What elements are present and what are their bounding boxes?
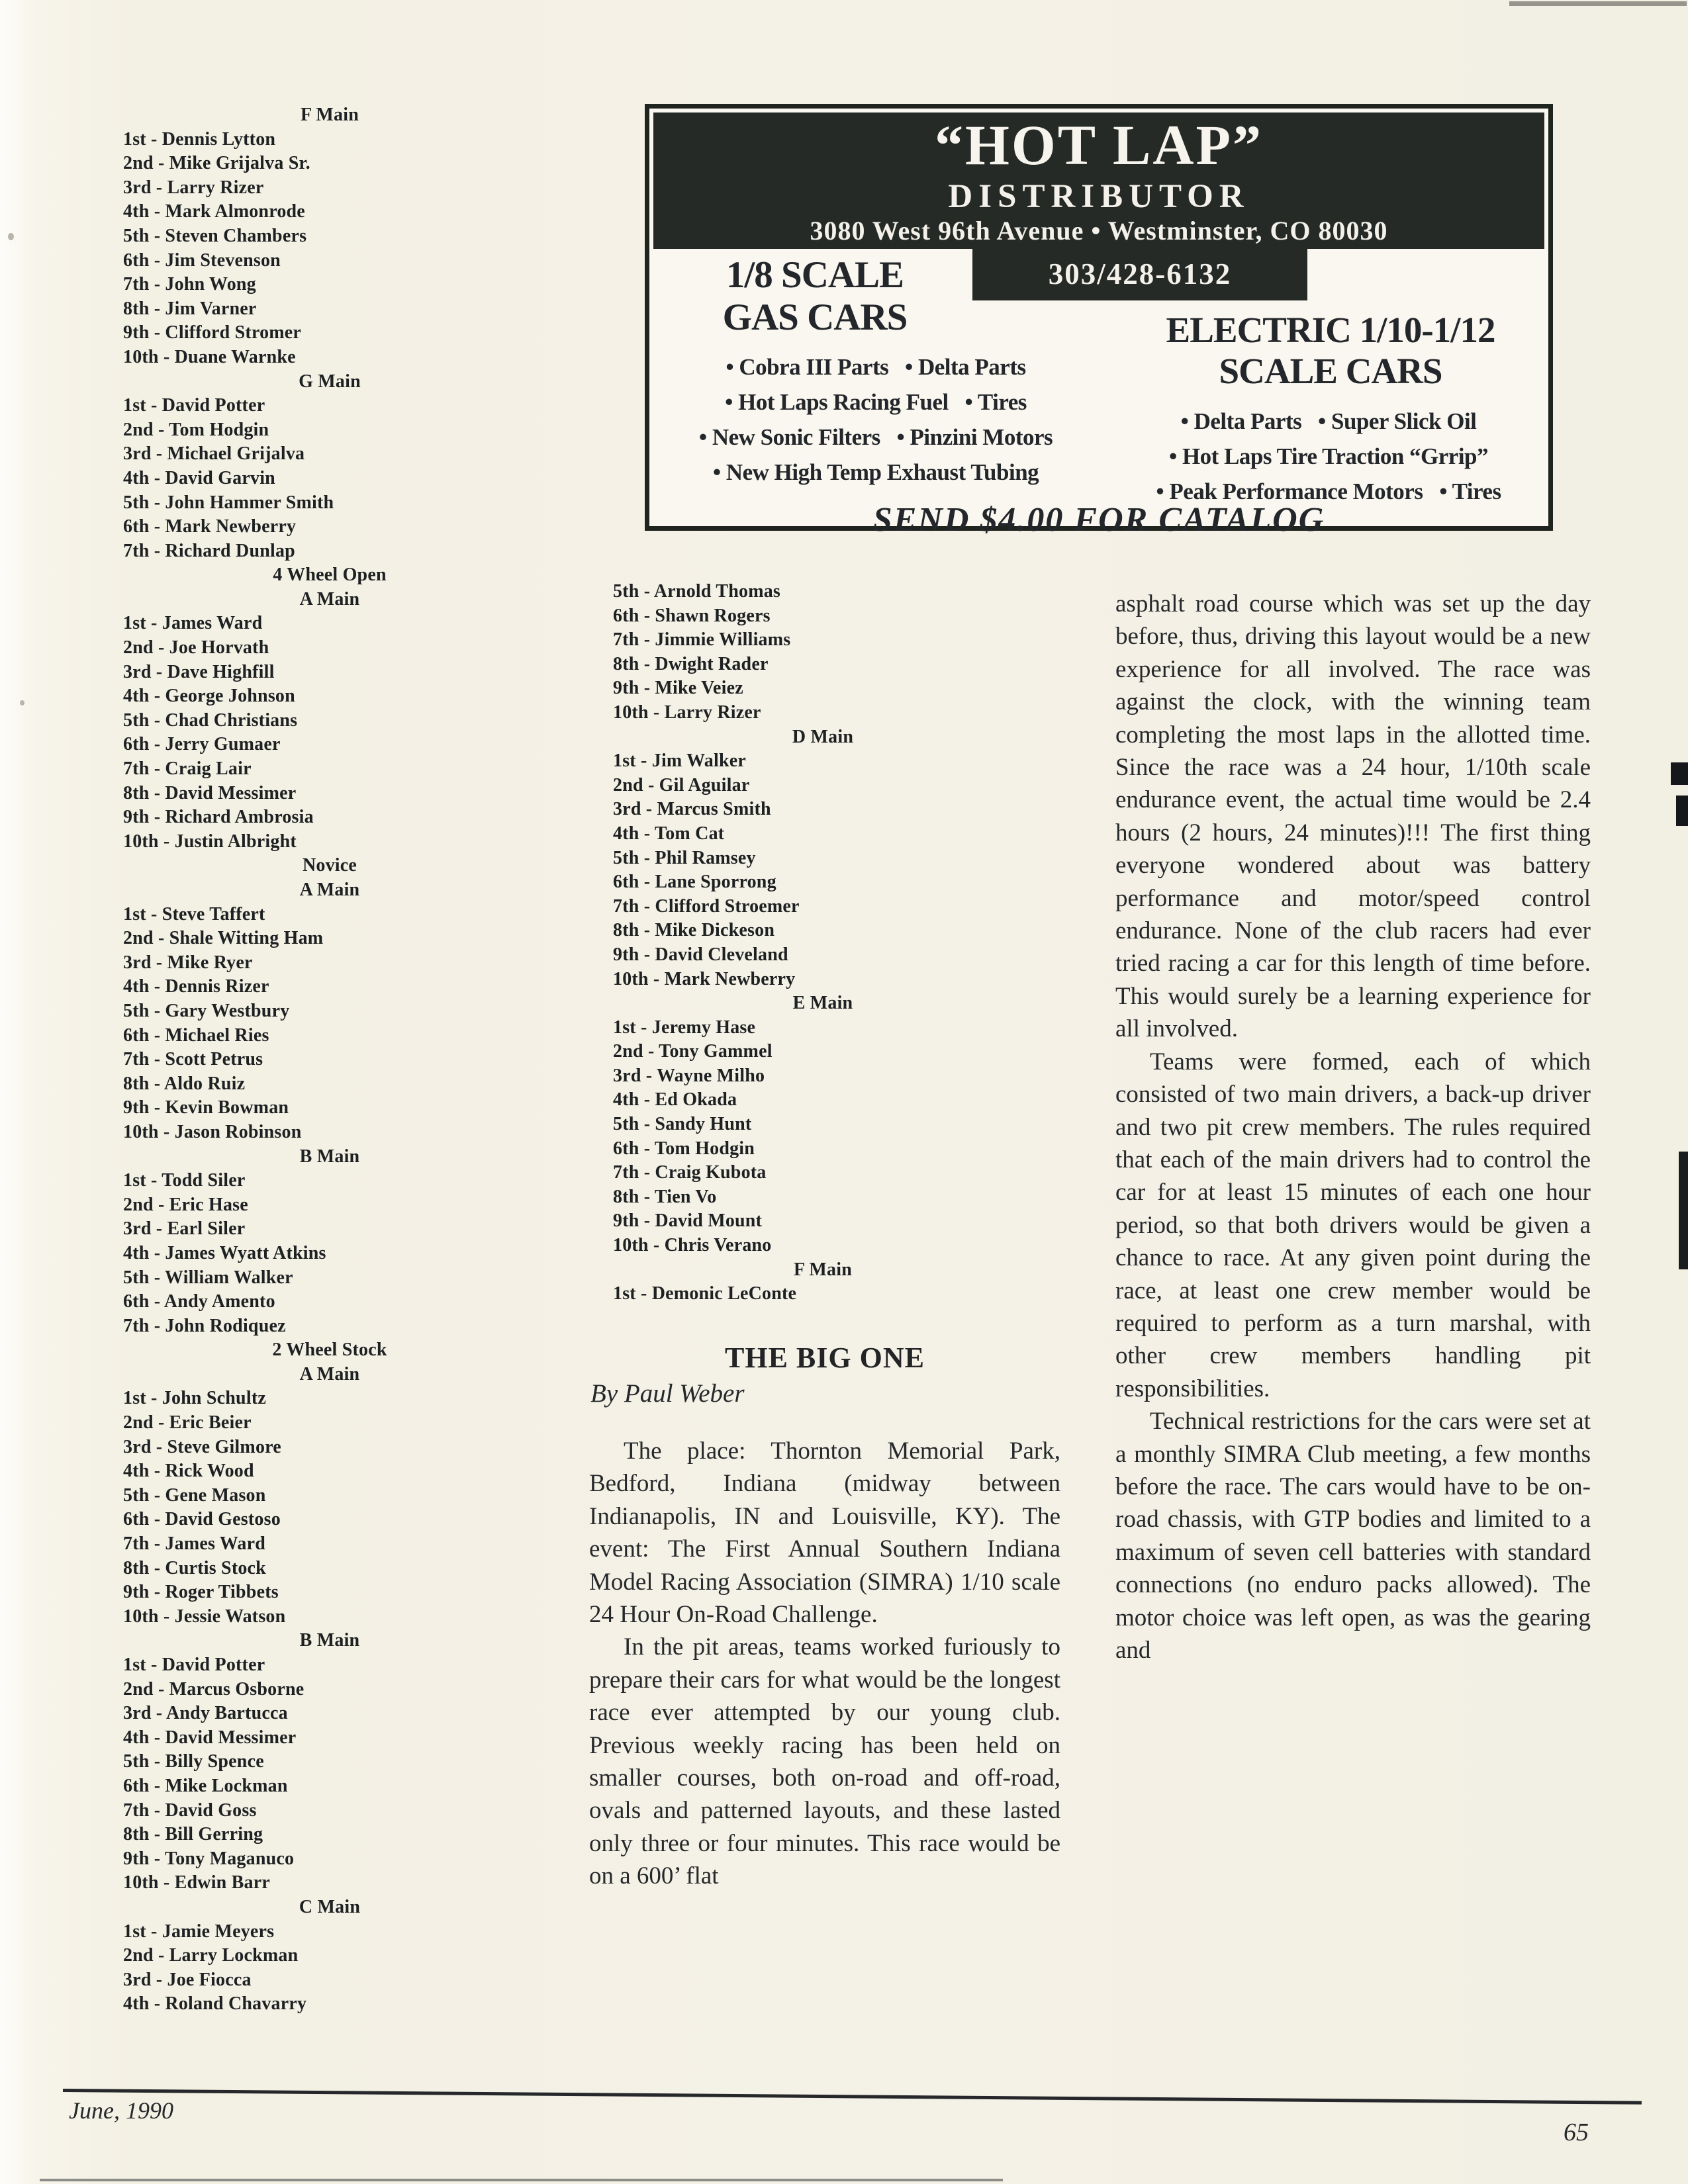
- ad-catalog-cta: SEND $4.00 FOR CATALOG: [872, 501, 1325, 539]
- result-item: 6th - Andy Amento: [123, 1291, 275, 1312]
- main-heading: A Main: [299, 1363, 360, 1385]
- main-heading: B Main: [299, 1146, 360, 1167]
- result-item: 3rd - Joe Fiocca: [123, 1969, 252, 1990]
- result-item: 2nd - Shale Witting Ham: [123, 928, 324, 949]
- ad-phone-band: [972, 249, 1307, 300]
- ad-header-band: [653, 113, 1544, 249]
- result-item: 10th - Larry Rizer: [613, 702, 761, 723]
- result-item: 5th - Phil Ramsey: [613, 847, 756, 868]
- result-item: 6th - Michael Ries: [123, 1024, 269, 1046]
- scan-edge-strip: [0, 0, 38, 2184]
- results-column-left: [123, 103, 536, 2017]
- result-item: 5th - Sandy Hunt: [613, 1114, 752, 1135]
- result-item: 10th - Chris Verano: [613, 1235, 772, 1256]
- result-item: 2nd - Joe Horvath: [123, 637, 269, 659]
- result-item: 4th - David Messimer: [123, 1727, 297, 1748]
- ad-bullet-line: • Hot Laps Tire Traction “Grrip”: [1168, 443, 1489, 469]
- result-item: 1st - John Schultz: [123, 1388, 266, 1409]
- result-item: 3rd - Larry Rizer: [123, 177, 264, 198]
- main-heading: 4 Wheel Open: [273, 565, 387, 586]
- result-item: 6th - Tom Hodgin: [613, 1138, 755, 1159]
- result-item: 7th - Craig Kubota: [613, 1162, 767, 1183]
- ad-left-heading-line1: 1/8 SCALE: [726, 254, 904, 296]
- ad-title: “HOT LAP”: [934, 113, 1264, 177]
- result-item: 4th - James Wyatt Atkins: [123, 1242, 326, 1263]
- article-paragraph: asphalt road course which was set up the day before, thus, driving this layout would be a new experience for all involved. The race was against the clock, with the winning team completing the most laps in the allotted time. Since the race was a 24 hour, 1/10th scale endurance event, the actual time would be 2.4 hours (2 hours, 24 minutes)!!! The first thing everyone wondered about was battery performance and motor/speed control endurance. None of the club racers had ever tried racing a car for this length of time before. This would surely be a learning experience for all involved.: [1115, 590, 1591, 1043]
- ad-address: 3080 West 96th Avenue • Westminster, CO 80030: [810, 216, 1388, 246]
- ad-left-heading-line2: GAS CARS: [722, 296, 908, 338]
- result-item: 8th - Jim Varner: [123, 298, 257, 319]
- result-item: 2nd - Mike Grijalva Sr.: [123, 153, 310, 174]
- main-heading: G Main: [299, 371, 361, 392]
- main-heading: F Main: [793, 1259, 853, 1280]
- article-title: THE BIG ONE: [725, 1342, 925, 1374]
- result-item: 4th - Ed Okada: [613, 1089, 737, 1111]
- result-item: 9th - Clifford Stromer: [123, 322, 302, 343]
- result-item: 5th - Chad Christians: [123, 709, 298, 731]
- scan-artifact-bottom-edge: [40, 2179, 1003, 2181]
- scan-artifact-right-edge: [1679, 1152, 1688, 1269]
- result-item: 7th - James Ward: [123, 1533, 266, 1555]
- result-item: 9th - Roger Tibbets: [123, 1582, 279, 1603]
- article-byline: By Paul Weber: [590, 1379, 745, 1408]
- result-item: 4th - Rick Wood: [123, 1461, 254, 1482]
- result-item: 5th - Billy Spence: [123, 1751, 264, 1772]
- ad-bullet-line: • Delta Parts • Super Slick Oil: [1180, 408, 1477, 434]
- result-item: 6th - David Gestoso: [123, 1509, 281, 1530]
- main-heading: A Main: [299, 588, 360, 610]
- ad-subtitle: DISTRIBUTOR: [948, 178, 1250, 215]
- result-item: 9th - David Cleveland: [613, 944, 788, 965]
- result-item: 10th - Edwin Barr: [123, 1872, 270, 1893]
- result-item: 2nd - Larry Lockman: [123, 1945, 299, 1966]
- article-paragraph: In the pit areas, teams worked furiously to prepare their cars for what would be the longest race ever attempted by our young club. Previous weekly racing has been held on smaller courses, both on-road and off-road, ovals and patterned layouts, and these lasted only three or four minutes. This race would be on a 600’ flat: [589, 1633, 1060, 1890]
- result-item: 1st - Jamie Meyers: [123, 1921, 275, 1942]
- result-item: 7th - Craig Lair: [123, 758, 252, 780]
- result-item: 9th - David Mount: [613, 1210, 763, 1232]
- result-item: 10th - Jessie Watson: [123, 1606, 286, 1627]
- result-item: 8th - Aldo Ruiz: [123, 1073, 246, 1094]
- main-heading: 2 Wheel Stock: [272, 1340, 387, 1361]
- main-heading: B Main: [299, 1630, 360, 1651]
- scan-speck: [20, 700, 24, 705]
- result-item: 3rd - Mike Ryer: [123, 952, 253, 973]
- result-item: 10th - Mark Newberry: [613, 968, 796, 989]
- result-item: 2nd - Eric Beier: [123, 1412, 252, 1433]
- article-body-1: [589, 1435, 1060, 1893]
- result-item: 4th - Tom Cat: [613, 823, 725, 844]
- ad-phone-number: 303/428-6132: [1048, 257, 1232, 291]
- result-item: 8th - Mike Dickeson: [613, 920, 775, 941]
- result-item: 3rd - Michael Grijalva: [123, 443, 305, 465]
- result-item: 1st - Demonic LeConte: [613, 1283, 797, 1304]
- result-item: 3rd - Earl Siler: [123, 1218, 246, 1240]
- footer-issue-date: June, 1990: [69, 2097, 173, 2124]
- main-heading: C Main: [299, 1896, 361, 1917]
- result-item: 7th - John Rodiquez: [123, 1315, 286, 1336]
- ad-left-heading: [676, 254, 954, 339]
- result-item: 5th - John Hammer Smith: [123, 492, 334, 513]
- main-heading: A Main: [299, 880, 360, 900]
- ad-bullet-line: • New High Temp Exhaust Tubing: [712, 459, 1039, 485]
- ad-bullet-line: • Cobra III Parts • Delta Parts: [726, 354, 1026, 380]
- scan-speck: [8, 233, 14, 240]
- result-item: 7th - Richard Dunlap: [123, 540, 295, 561]
- result-item: 10th - Jason Robinson: [123, 1121, 302, 1142]
- result-item: 6th - Mark Newberry: [123, 516, 297, 537]
- ad-right-heading: [1130, 310, 1531, 392]
- result-item: 5th - Gene Mason: [123, 1484, 266, 1506]
- result-item: 7th - Jimmie Williams: [613, 629, 791, 651]
- result-item: 2nd - Tom Hodgin: [123, 419, 269, 440]
- result-item: 3rd - Steve Gilmore: [123, 1436, 281, 1457]
- hot-lap-advertisement: [645, 104, 1553, 539]
- result-item: 5th - Gary Westbury: [123, 1000, 290, 1021]
- result-item: 9th - Richard Ambrosia: [123, 807, 314, 828]
- result-item: 1st - Jim Walker: [613, 751, 747, 772]
- article-paragraph: Technical restrictions for the cars were set at a monthly SIMRA Club meeting, a few months before the race. The cars would have to be on-road chassis, with GTP bodies and limited to a maximum of seven cell batteries with standard connections (no enduro packs allowed). The motor choice was left open, as was the gearing and: [1115, 1408, 1591, 1664]
- result-item: 9th - Kevin Bowman: [123, 1097, 289, 1118]
- article-paragraph: The place: Thornton Memorial Park, Bedford, Indiana (midway between Indianapolis, IN and Louisville, KY). The event: The First Annual Southern Indiana Model Racing Association (SIMRA) 1/10 scale 24 Hour On-Road Challenge.: [589, 1437, 1060, 1629]
- scan-artifact-right-edge: [1671, 762, 1688, 785]
- result-item: 7th - Scott Petrus: [123, 1049, 263, 1070]
- article-paragraph: Teams were formed, each of which consisted of two main drivers, a back-up driver and two pit crew members. The rules required that each of the main drivers had to control the car for at least 15 minutes of each one hour period, so that both drivers would be given a chance to race. At any given point during the race, at least one crew member would be required to perform as a turn marshal, with other crew members handling pit responsibilities.: [1115, 1048, 1591, 1402]
- main-heading: F Main: [300, 105, 359, 125]
- result-item: 8th - Tien Vo: [613, 1186, 717, 1207]
- result-item: 4th - George Johnson: [123, 686, 295, 707]
- scan-artifact-top-edge: [1509, 1, 1687, 6]
- main-heading: D Main: [792, 726, 854, 747]
- scan-artifact-right-edge: [1676, 796, 1688, 826]
- result-item: 1st - David Potter: [123, 1655, 265, 1675]
- result-item: 8th - David Messimer: [123, 782, 297, 803]
- result-item: 2nd - Marcus Osborne: [123, 1678, 305, 1700]
- result-item: 1st - Todd Siler: [123, 1170, 246, 1191]
- result-item: 9th - Tony Maganuco: [123, 1848, 295, 1869]
- result-item: 4th - David Garvin: [123, 467, 275, 488]
- result-item: 6th - Shawn Rogers: [613, 605, 771, 626]
- footer-page-number: 65: [1564, 2118, 1589, 2146]
- result-item: 8th - Bill Gerring: [123, 1824, 263, 1845]
- result-item: 2nd - Eric Hase: [123, 1194, 248, 1215]
- result-item: 6th - Jim Stevenson: [123, 250, 281, 271]
- result-item: 5th - William Walker: [123, 1267, 293, 1288]
- result-item: 6th - Mike Lockman: [123, 1775, 288, 1796]
- result-item: 7th - Clifford Stroemer: [613, 895, 800, 917]
- results-column-middle: [613, 580, 1033, 1306]
- result-item: 3rd - Andy Bartucca: [123, 1703, 288, 1724]
- article-column-2: [1115, 588, 1591, 1666]
- result-item: 2nd - Gil Aguilar: [613, 774, 750, 796]
- ad-bullet-line: • Hot Laps Racing Fuel • Tires: [725, 389, 1027, 415]
- result-item: 8th - Dwight Rader: [613, 653, 769, 674]
- footer-rule: [63, 2089, 1642, 2105]
- result-item: 8th - Curtis Stock: [123, 1557, 266, 1578]
- ad-bullet-line: • Peak Performance Motors • Tires: [1156, 478, 1501, 504]
- result-item: 10th - Duane Warnke: [123, 346, 296, 367]
- ad-right-heading-line2: SCALE CARS: [1219, 351, 1442, 391]
- ad-left-bullets: [656, 349, 1096, 490]
- result-item: 6th - Jerry Gumaer: [123, 734, 281, 755]
- result-item: 10th - Justin Albright: [123, 831, 297, 852]
- result-item: 5th - Arnold Thomas: [613, 581, 781, 602]
- article-column-1: [589, 1341, 1060, 1893]
- result-item: 1st - Jeremy Hase: [613, 1017, 756, 1038]
- result-item: 3rd - Marcus Smith: [613, 799, 771, 820]
- result-item: 9th - Mike Veiez: [613, 678, 743, 699]
- result-item: 7th - David Goss: [123, 1799, 257, 1821]
- result-item: 1st - Steve Taffert: [123, 903, 265, 925]
- result-item: 4th - Mark Almonrode: [123, 201, 305, 222]
- result-item: 3rd - Wayne Milho: [613, 1065, 765, 1086]
- result-item: 5th - Steven Chambers: [123, 225, 307, 246]
- ad-right-heading-line1: ELECTRIC 1/10-1/12: [1166, 310, 1495, 350]
- result-item: 1st - David Potter: [123, 395, 265, 416]
- result-item: 3rd - Dave Highfill: [123, 661, 275, 682]
- result-item: 1st - Dennis Lytton: [123, 128, 276, 150]
- result-item: 4th - Roland Chavarry: [123, 1993, 307, 2015]
- ad-right-bullets: [1111, 404, 1546, 509]
- result-item: 1st - James Ward: [123, 613, 263, 634]
- result-item: 4th - Dennis Rizer: [123, 976, 269, 997]
- result-item: 6th - Lane Sporrong: [613, 872, 776, 893]
- ad-bullet-line: • New Sonic Filters • Pinzini Motors: [698, 424, 1053, 450]
- main-heading: E Main: [792, 993, 853, 1014]
- result-item: 2nd - Tony Gammel: [613, 1041, 773, 1062]
- main-heading: Novice: [302, 855, 357, 876]
- result-item: 7th - John Wong: [123, 274, 256, 295]
